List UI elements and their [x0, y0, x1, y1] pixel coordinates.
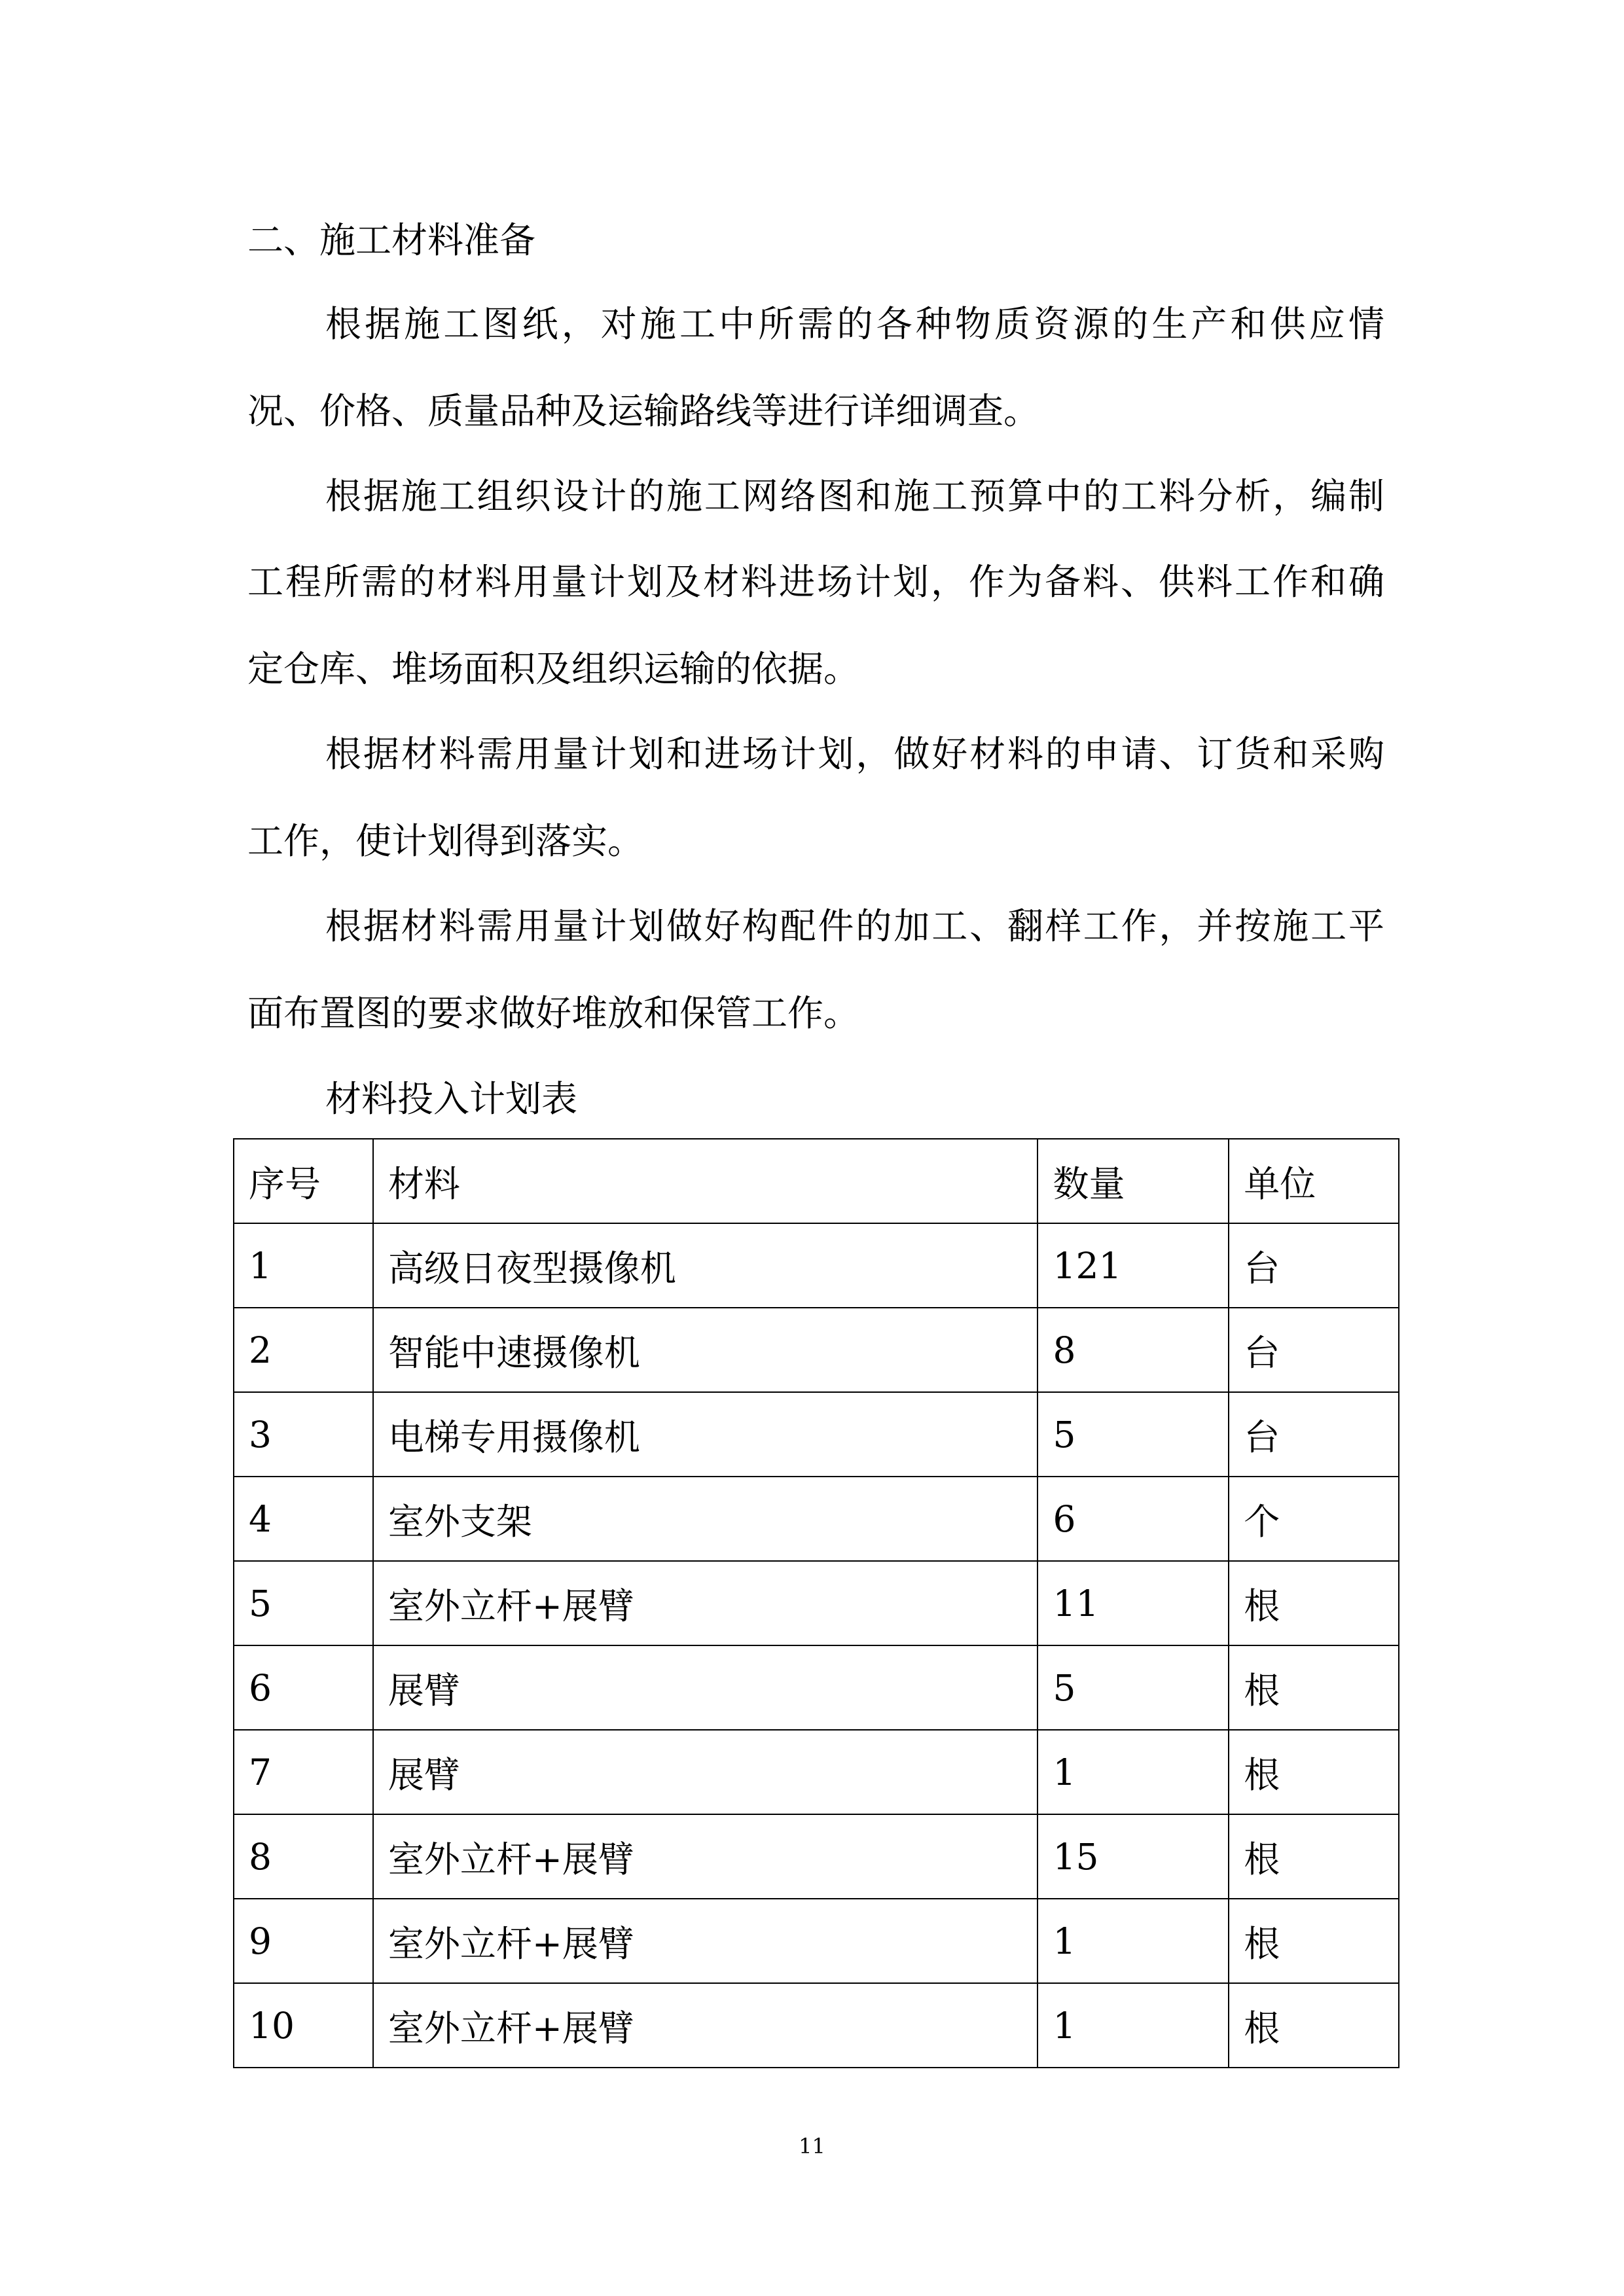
cell-unit: 根 — [1229, 1983, 1399, 2068]
cell-unit: 个 — [1229, 1477, 1399, 1561]
cell-unit: 根 — [1229, 1899, 1399, 1983]
cell-material: 室外支架 — [373, 1477, 1038, 1561]
header-quantity: 数量 — [1038, 1139, 1229, 1223]
table-row — [234, 1899, 1399, 1983]
cell-unit: 根 — [1229, 1814, 1399, 1899]
cell-material: 展臂 — [373, 1645, 1038, 1730]
cell-material: 电梯专用摄像机 — [373, 1392, 1038, 1477]
cell-unit: 根 — [1229, 1645, 1399, 1730]
paragraph-1-line-1: 根据施工图纸，对施工中所需的各种物质资源的生产和供应情 — [325, 303, 1384, 345]
cell-quantity: 11 — [1038, 1561, 1229, 1645]
table-row — [234, 1223, 1399, 1308]
paragraph-2-line-2: 工程所需的材料用量计划及材料进场计划，作为备料、供料工作和确 — [247, 561, 1384, 603]
cell-unit: 台 — [1229, 1392, 1399, 1477]
cell-material: 室外立杆+展臂 — [373, 1561, 1038, 1645]
cell-quantity: 1 — [1038, 1730, 1229, 1814]
paragraph-3-line-2: 工作，使计划得到落实。 — [247, 820, 644, 862]
paragraph-2-line-3: 定仓库、堆场面积及组织运输的依据。 — [247, 648, 860, 690]
cell-unit: 根 — [1229, 1561, 1399, 1645]
cell-unit: 根 — [1229, 1730, 1399, 1814]
table-row — [234, 1814, 1399, 1899]
cell-material: 室外立杆+展臂 — [373, 1899, 1038, 1983]
table-row — [234, 1392, 1399, 1477]
cell-index: 8 — [234, 1814, 373, 1899]
cell-index: 6 — [234, 1645, 373, 1730]
paragraph-4-line-2: 面布置图的要求做好堆放和保管工作。 — [247, 992, 860, 1034]
cell-unit: 台 — [1229, 1223, 1399, 1308]
table-row — [234, 1308, 1399, 1392]
cell-index: 4 — [234, 1477, 373, 1561]
materials-table — [233, 1138, 1399, 2068]
cell-index: 2 — [234, 1308, 373, 1392]
cell-quantity: 121 — [1038, 1223, 1229, 1308]
cell-index: 7 — [234, 1730, 373, 1814]
header-unit: 单位 — [1229, 1139, 1399, 1223]
cell-quantity: 1 — [1038, 1899, 1229, 1983]
cell-index: 1 — [234, 1223, 373, 1308]
paragraph-4-line-1: 根据材料需用量计划做好构配件的加工、翻样工作，并按施工平 — [325, 905, 1384, 947]
cell-material: 智能中速摄像机 — [373, 1308, 1038, 1392]
cell-material: 展臂 — [373, 1730, 1038, 1814]
header-index: 序号 — [234, 1139, 373, 1223]
paragraph-3-line-1: 根据材料需用量计划和进场计划，做好材料的申请、订货和采购 — [325, 733, 1384, 775]
table-row — [234, 1645, 1399, 1730]
cell-quantity: 8 — [1038, 1308, 1229, 1392]
cell-material: 室外立杆+展臂 — [373, 1983, 1038, 2068]
table-row — [234, 1730, 1399, 1814]
cell-quantity: 15 — [1038, 1814, 1229, 1899]
table-row — [234, 1561, 1399, 1645]
cell-quantity: 1 — [1038, 1983, 1229, 2068]
cell-material: 室外立杆+展臂 — [373, 1814, 1038, 1899]
cell-quantity: 6 — [1038, 1477, 1229, 1561]
cell-index: 5 — [234, 1561, 373, 1645]
table-header-row — [234, 1139, 1399, 1223]
paragraph-2-line-1: 根据施工组织设计的施工网络图和施工预算中的工料分析，编制 — [325, 475, 1384, 517]
cell-material: 高级日夜型摄像机 — [373, 1223, 1038, 1308]
cell-index: 3 — [234, 1392, 373, 1477]
cell-index: 10 — [234, 1983, 373, 2068]
paragraph-1-line-2: 况、价格、质量品种及运输路线等进行详细调查。 — [247, 390, 1040, 432]
page-number: 11 — [799, 2134, 825, 2159]
cell-quantity: 5 — [1038, 1392, 1229, 1477]
table-row — [234, 1983, 1399, 2068]
cell-quantity: 5 — [1038, 1645, 1229, 1730]
table-row — [234, 1477, 1399, 1561]
section-heading: 二、施工材料准备 — [247, 219, 536, 261]
table-title: 材料投入计划表 — [325, 1078, 578, 1120]
cell-unit: 台 — [1229, 1308, 1399, 1392]
cell-index: 9 — [234, 1899, 373, 1983]
header-material: 材料 — [373, 1139, 1038, 1223]
